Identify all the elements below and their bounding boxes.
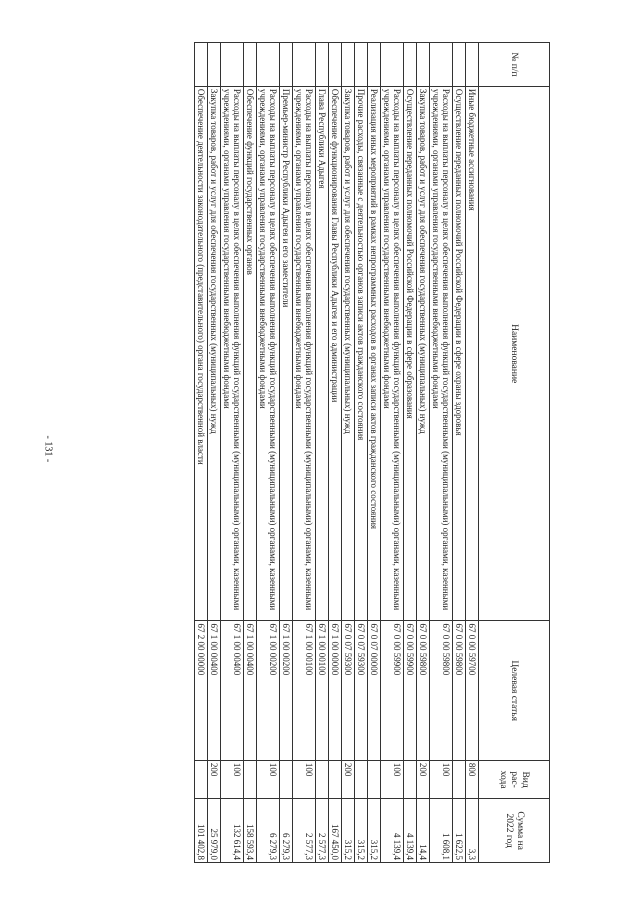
cell-vid — [316, 760, 329, 798]
cell-num — [195, 43, 208, 87]
cell-code: 67 1 00 00400 — [244, 621, 257, 760]
cell-sum: 101 402,8 — [195, 799, 208, 863]
cell-sum: 315,2 — [368, 799, 381, 863]
cell-name: Расходы на выплаты персоналу в целях обеспечения выполнения функций государственными (муниципальными) органами, казенными учреждениями, органами управления государственными внебюджетными фондами — [257, 86, 280, 621]
table-row — [417, 43, 430, 863]
cell-vid — [404, 760, 417, 798]
table-row — [381, 43, 404, 863]
header-sum: Сумма на 2022 год — [479, 799, 550, 863]
cell-sum: 2 577,3 — [316, 799, 329, 863]
cell-vid: 200 — [342, 760, 355, 798]
cell-num — [257, 43, 280, 87]
cell-vid — [368, 760, 381, 798]
cell-name: Закупка товаров, работ и услуг для обеспечения государственных (муниципальных) нужд — [208, 86, 221, 621]
cell-vid — [244, 760, 257, 798]
cell-sum: 25 979,0 — [208, 799, 221, 863]
cell-name: Расходы на выплаты персоналу в целях обеспечения выполнения функций государственными (муниципальными) органами, казенными учреждениями, органами управления государственными внебюджетными фондами — [381, 86, 404, 621]
cell-num — [342, 43, 355, 87]
cell-name: Обеспечение деятельности законодательного (представительного) органа государственной власти — [195, 86, 208, 621]
cell-name: Осуществление переданных полномочий Российской Федерации в сфере охраны здоровья — [453, 86, 466, 621]
cell-name: Расходы на выплаты персоналу в целях обеспечения выполнения функций государственными (муниципальными) органами, казенными учреждениями, органами управления государственными внебюджетными фондами — [293, 86, 316, 621]
cell-num — [329, 43, 342, 87]
cell-name: Иные бюджетные ассигнования — [466, 86, 479, 621]
cell-name: Премьер-министр Республики Адыгея и его заместители — [280, 86, 293, 621]
table-row — [355, 43, 368, 863]
cell-sum: 158 593,4 — [244, 799, 257, 863]
cell-num — [355, 43, 368, 87]
rotated-table-wrapper — [82, 42, 550, 863]
table-row — [329, 43, 342, 863]
cell-sum: 132 614,4 — [221, 799, 244, 863]
cell-sum: 6 279,3 — [280, 799, 293, 863]
cell-sum: 4 139,4 — [381, 799, 404, 863]
cell-num — [453, 43, 466, 87]
table-row — [280, 43, 293, 863]
cell-num — [381, 43, 404, 87]
table-body — [195, 43, 479, 863]
header-vid: Вид рас- хода — [479, 760, 550, 798]
cell-num — [208, 43, 221, 87]
page-number: - 131 - — [42, 435, 54, 463]
cell-num — [404, 43, 417, 87]
cell-num — [430, 43, 453, 87]
cell-sum: 4 139,4 — [404, 799, 417, 863]
cell-code: 67 0 07 59300 — [342, 621, 355, 760]
cell-sum: 6 279,3 — [257, 799, 280, 863]
cell-name: Расходы на выплаты персоналу в целях обеспечения выполнения функций государственными (муниципальными) органами, казенными учреждениями, органами управления государственными внебюджетными фондами — [221, 86, 244, 621]
cell-code: 67 0 00 59700 — [466, 621, 479, 760]
cell-sum: 2 577,3 — [293, 799, 316, 863]
cell-num — [293, 43, 316, 87]
cell-name: Обеспечение функций государственных органов — [244, 86, 257, 621]
cell-vid: 100 — [257, 760, 280, 798]
table-row — [293, 43, 316, 863]
table-row — [316, 43, 329, 863]
cell-name: Глава Республики Адыгея — [316, 86, 329, 621]
cell-code: 67 1 00 00400 — [208, 621, 221, 760]
cell-vid: 100 — [430, 760, 453, 798]
cell-num — [368, 43, 381, 87]
cell-vid — [195, 760, 208, 798]
cell-sum: 14,4 — [417, 799, 430, 863]
table-row — [342, 43, 355, 863]
table-row — [430, 43, 453, 863]
table-row — [368, 43, 381, 863]
table-row — [195, 43, 208, 863]
cell-name: Реализация иных мероприятий в рамках непрограммных расходов в органах записи актов гражданского состояния — [368, 86, 381, 621]
cell-code: 67 0 07 59300 — [355, 621, 368, 760]
cell-code: 67 2 00 00000 — [195, 621, 208, 760]
cell-vid — [453, 760, 466, 798]
cell-sum: 315,2 — [355, 799, 368, 863]
budget-table-container — [82, 42, 550, 863]
cell-code: 67 0 00 59800 — [430, 621, 453, 760]
cell-sum: 1 608,1 — [430, 799, 453, 863]
cell-name: Осуществление переданных полномочий Российской Федерации в сфере образования — [404, 86, 417, 621]
cell-num — [466, 43, 479, 87]
cell-sum: 1 622,5 — [453, 799, 466, 863]
cell-vid — [355, 760, 368, 798]
cell-vid: 100 — [293, 760, 316, 798]
cell-vid: 800 — [466, 760, 479, 798]
cell-code: 67 1 00 00000 — [329, 621, 342, 760]
cell-vid: 200 — [208, 760, 221, 798]
cell-code: 67 1 00 00400 — [221, 621, 244, 760]
cell-name: Закупка товаров, работ и услуг для обеспечения государственных (муниципальных) нужд — [417, 86, 430, 621]
cell-name: Расходы на выплаты персоналу в целях обеспечения выполнения функций государственными (муниципальными) органами, казенными учреждениями, органами управления государственными внебюджетными фондами — [430, 86, 453, 621]
cell-code: 67 1 00 00200 — [257, 621, 280, 760]
cell-num — [244, 43, 257, 87]
cell-code: 67 1 00 00200 — [280, 621, 293, 760]
budget-table — [194, 42, 550, 863]
cell-num — [221, 43, 244, 87]
cell-code: 67 1 00 00100 — [293, 621, 316, 760]
cell-vid: 200 — [417, 760, 430, 798]
cell-code: 67 1 00 00100 — [316, 621, 329, 760]
cell-vid — [280, 760, 293, 798]
cell-code: 67 0 07 00000 — [368, 621, 381, 760]
cell-name: Прочие расходы, связанные с деятельностью органов записи актов гражданского состояния — [355, 86, 368, 621]
cell-code: 67 0 00 59800 — [453, 621, 466, 760]
cell-num — [316, 43, 329, 87]
cell-num — [417, 43, 430, 87]
table-row — [404, 43, 417, 863]
cell-code: 67 0 00 59800 — [417, 621, 430, 760]
table-header-row — [479, 43, 550, 863]
cell-vid: 100 — [381, 760, 404, 798]
table-row — [257, 43, 280, 863]
header-name: Наименование — [479, 86, 550, 621]
cell-name: Закупка товаров, работ и услуг для обеспечения государственных (муниципальных) нужд — [342, 86, 355, 621]
table-row — [221, 43, 244, 863]
cell-vid — [329, 760, 342, 798]
table-row — [208, 43, 221, 863]
table-row — [466, 43, 479, 863]
cell-num — [280, 43, 293, 87]
table-row — [244, 43, 257, 863]
cell-sum: 167 450,0 — [329, 799, 342, 863]
cell-code: 67 0 00 59900 — [381, 621, 404, 760]
cell-vid: 100 — [221, 760, 244, 798]
cell-sum: 3,3 — [466, 799, 479, 863]
header-code: Целевая статья — [479, 621, 550, 760]
table-row — [453, 43, 466, 863]
cell-code: 67 0 00 59900 — [404, 621, 417, 760]
cell-sum: 315,2 — [342, 799, 355, 863]
cell-name: Обеспечение функционирования Главы Республики Адыгея и его администрации — [329, 86, 342, 621]
header-num: № п/п — [479, 43, 550, 87]
